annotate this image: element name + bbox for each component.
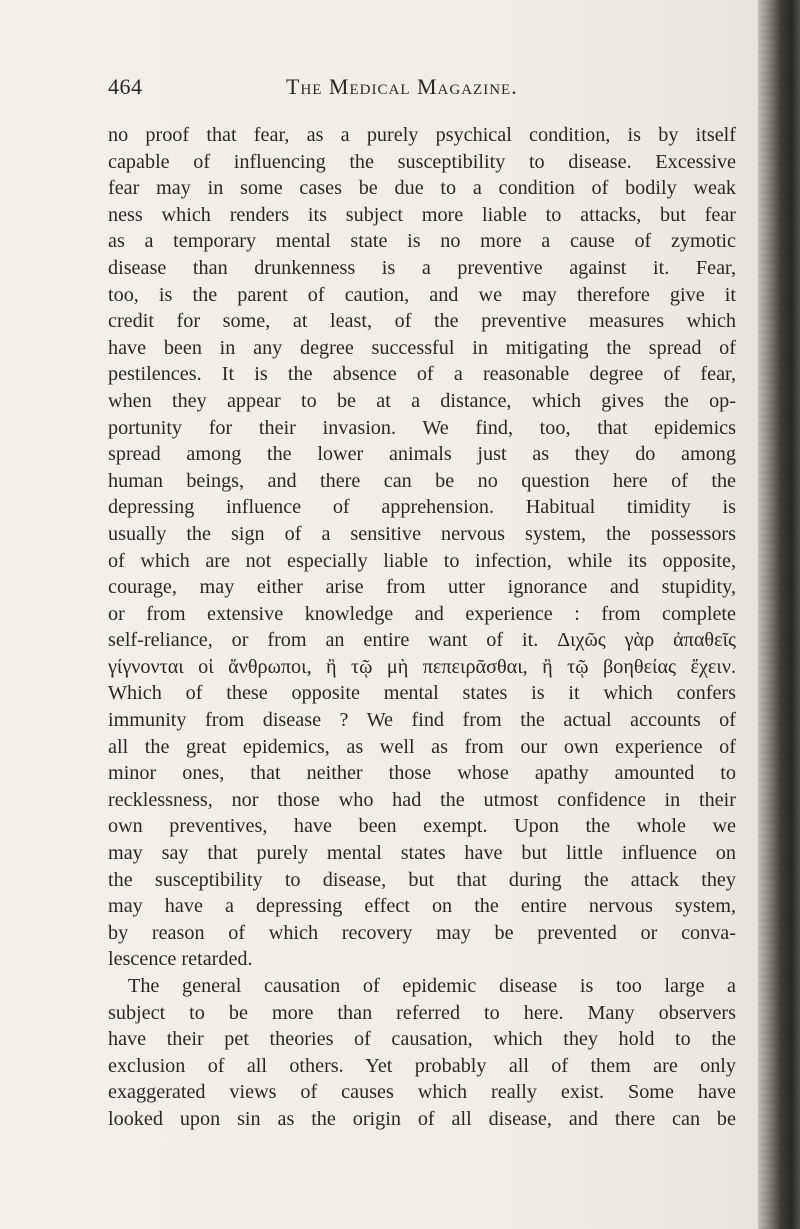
text-line: fear may in some cases be due to a condition of bodily weak	[108, 177, 736, 200]
text-line: ness which renders its subject more liable to attacks, but fear	[108, 203, 736, 226]
text-line: depressing influence of apprehension. Habitual timidity is	[108, 496, 736, 519]
text-line: too, is the parent of caution, and we may therefore give it	[108, 283, 736, 306]
text-line: may say that purely mental states have but little influence on	[108, 842, 736, 865]
text-line: portunity for their invasion. We find, too, that epidemics	[108, 416, 736, 439]
greek-quote-line: γίγνονται οἱ ἄνθρωποι, ἢ τῷ μὴ πεπειρᾶσθαι, ἢ τῷ βοηθείας ἔχειν.	[108, 655, 736, 678]
body-text	[108, 122, 736, 1133]
text-line: when they appear to be at a distance, which gives the op-	[108, 389, 736, 412]
text-line: capable of influencing the susceptibility to disease. Excessive	[108, 150, 736, 173]
text-line: of which are not especially liable to infection, while its opposite,	[108, 549, 736, 572]
paragraph-end-line: lescence retarded.	[108, 948, 253, 971]
text-line: courage, may either arise from utter ignorance and stupidity,	[108, 576, 736, 599]
running-title: The Medical Magazine.	[286, 74, 518, 99]
text-line: exaggerated views of causes which really exist. Some have	[108, 1081, 736, 1104]
page-number: 464	[108, 74, 143, 99]
text-line: have their pet theories of causation, which they hold to the	[108, 1028, 736, 1051]
text-line: own preventives, have been exempt. Upon the whole we	[108, 815, 736, 838]
text-line: may have a depressing effect on the entire nervous system,	[108, 895, 736, 918]
text-line: immunity from disease ? We find from the actual accounts of	[108, 709, 736, 732]
text-line: subject to be more than referred to here. Many observers	[108, 1001, 736, 1024]
text-line: as a temporary mental state is no more a cause of zymotic	[108, 230, 736, 253]
text-line: exclusion of all others. Yet probably all of them are only	[108, 1054, 736, 1077]
page-header	[108, 74, 728, 114]
book-spine-edge	[758, 0, 800, 1229]
text-line: looked upon sin as the origin of all disease, and there can be	[108, 1107, 736, 1130]
text-line: self-reliance, or from an entire want of it. Διχῶς γὰρ ἀπαθεῖς	[108, 629, 736, 652]
text-line: usually the sign of a sensitive nervous system, the possessors	[108, 522, 736, 545]
text-line: recklessness, nor those who had the utmost confidence in their	[108, 788, 736, 811]
text-line: the susceptibility to disease, but that during the attack they	[108, 868, 736, 891]
paragraph-start-line: The general causation of epidemic disease is too large a	[128, 975, 736, 997]
text-line: disease than drunkenness is a preventive against it. Fear,	[108, 256, 736, 279]
text-line: or from extensive knowledge and experience : from complete	[108, 602, 736, 625]
text-line: Which of these opposite mental states is it which confers	[108, 682, 736, 705]
text-line: all the great epidemics, as well as from our own experience of	[108, 735, 736, 758]
text-line: no proof that fear, as a purely psychical condition, is by itself	[108, 124, 736, 146]
text-line: pestilences. It is the absence of a reasonable degree of fear,	[108, 363, 736, 386]
text-line: minor ones, that neither those whose apathy amounted to	[108, 762, 736, 785]
text-line: have been in any degree successful in mitigating the spread of	[108, 336, 736, 359]
text-line: credit for some, at least, of the preventive measures which	[108, 310, 736, 333]
text-line: by reason of which recovery may be prevented or conva-	[108, 921, 736, 944]
text-line: spread among the lower animals just as they do among	[108, 443, 736, 466]
text-line: human beings, and there can be no question here of the	[108, 469, 736, 492]
